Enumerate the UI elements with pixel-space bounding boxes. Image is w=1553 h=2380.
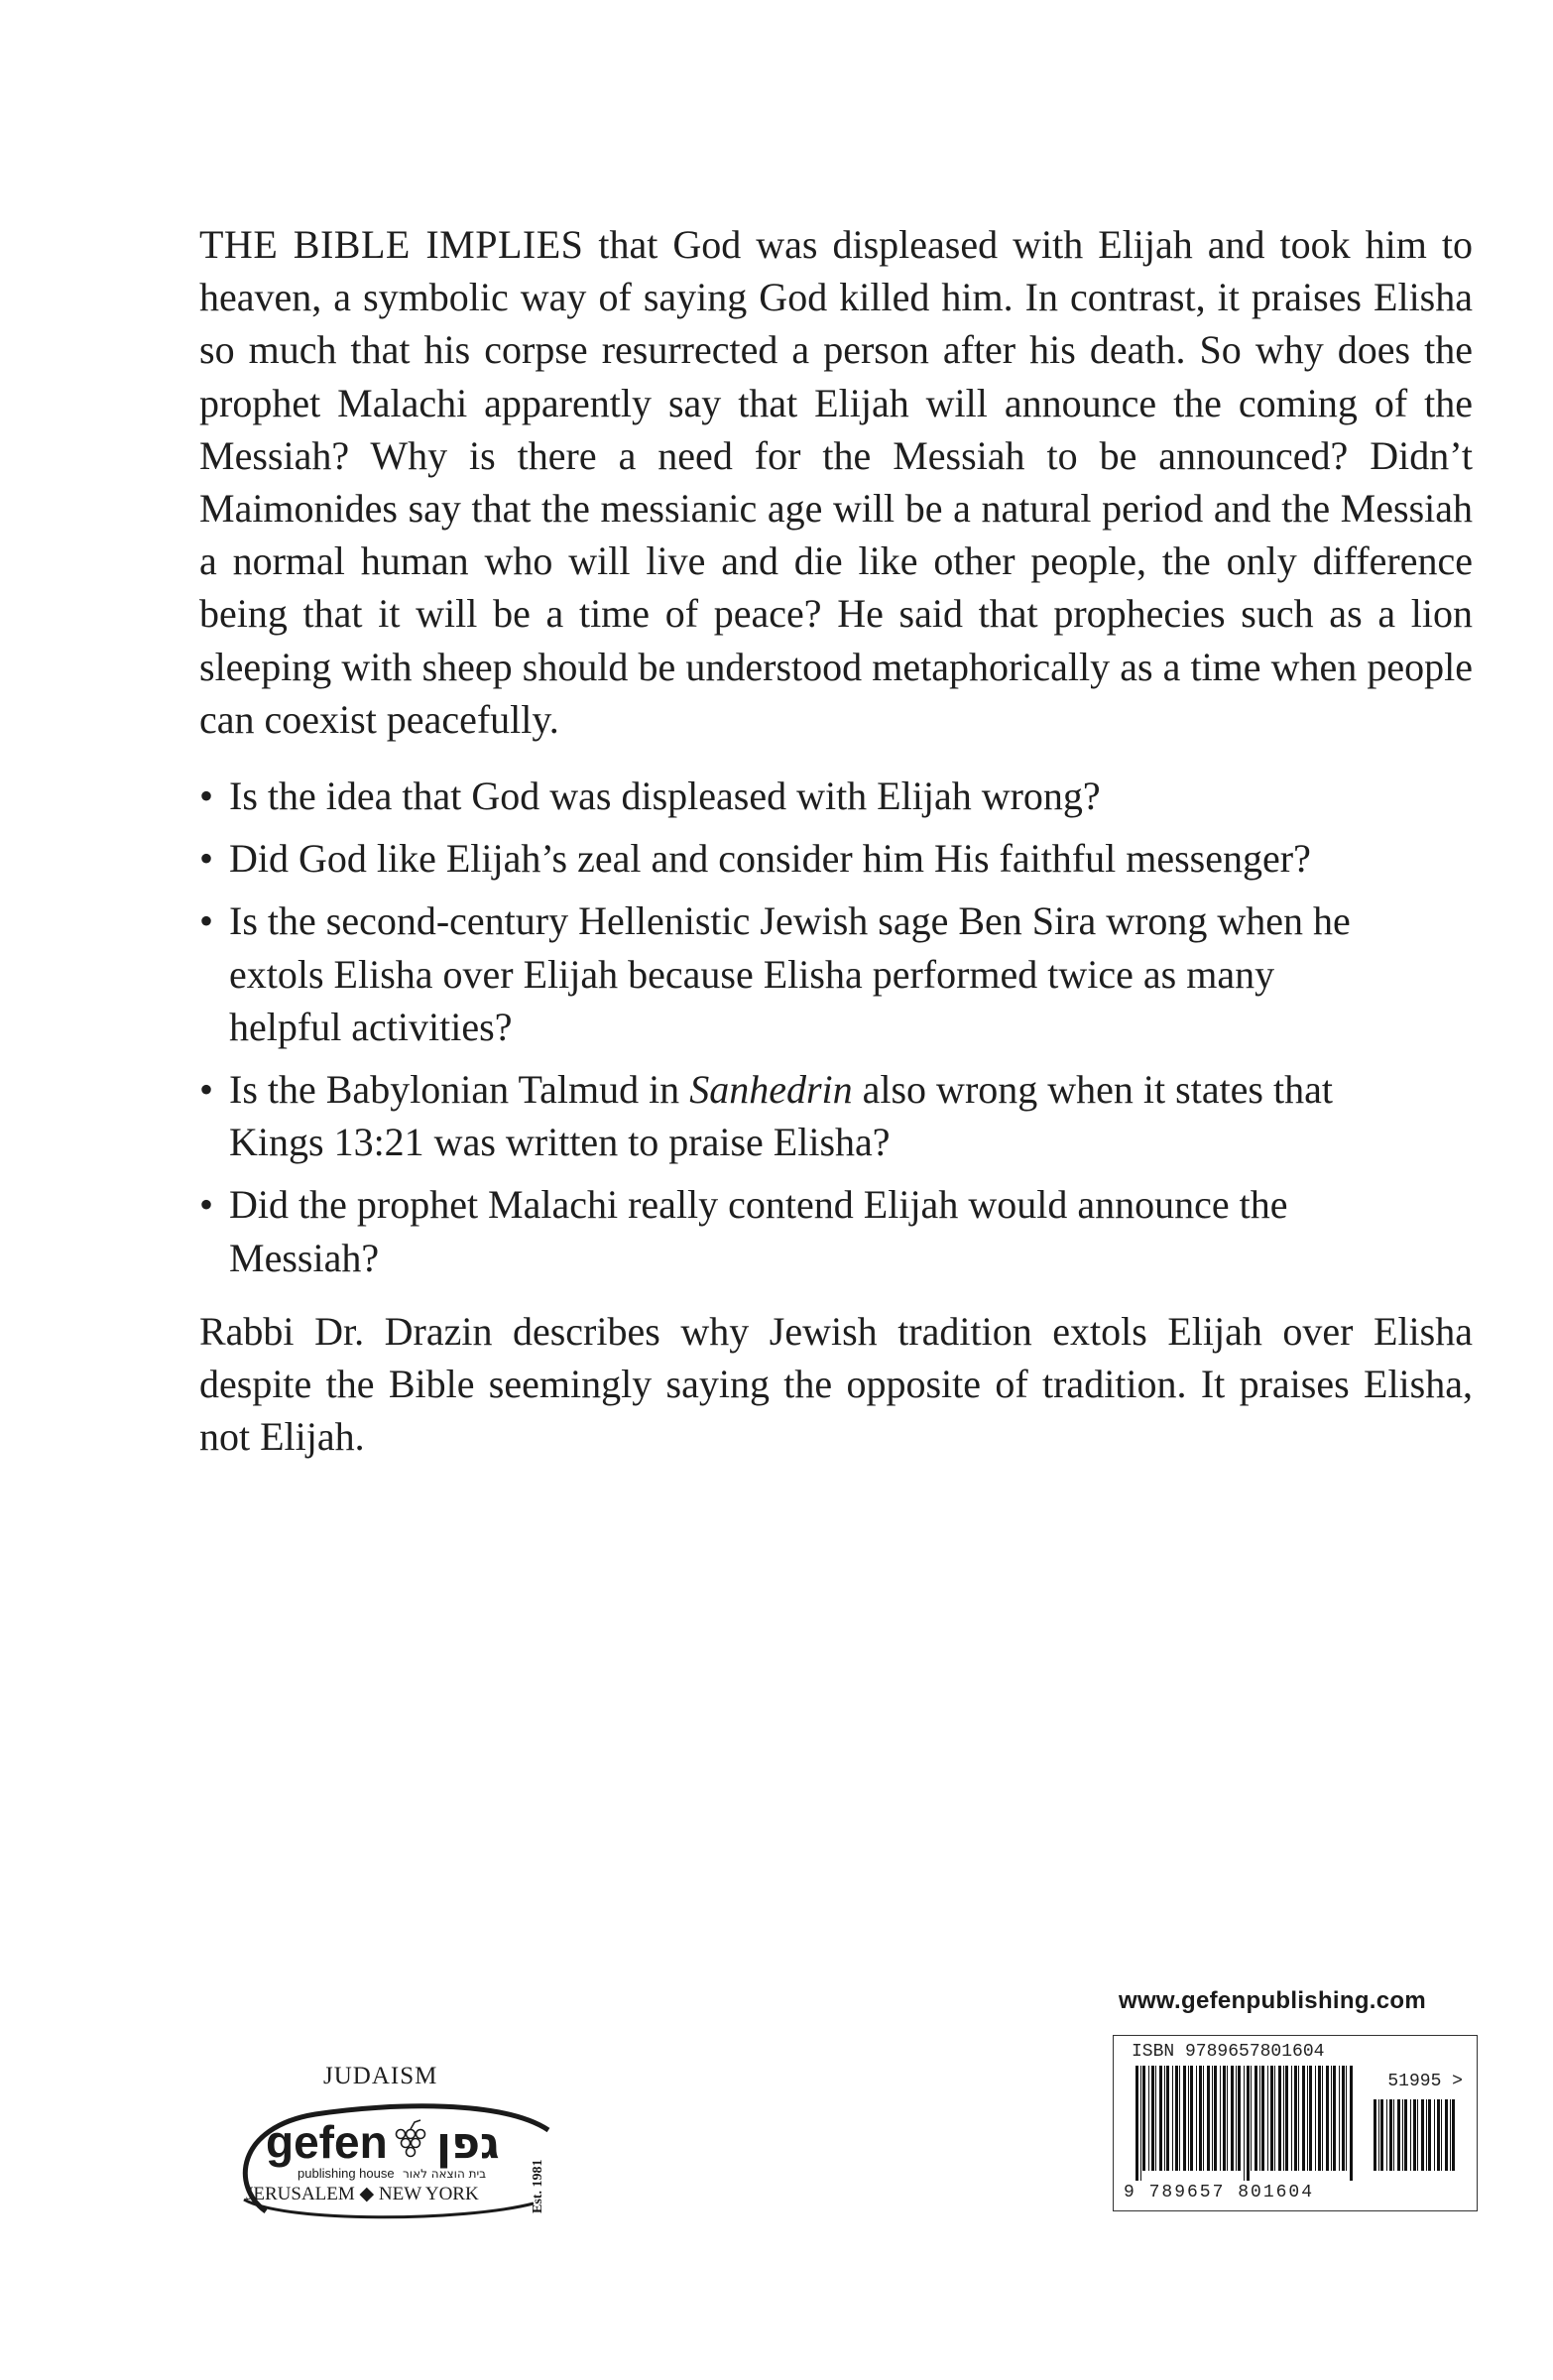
barcode-bar	[1374, 2099, 1376, 2171]
publisher-established: Est. 1981	[531, 2159, 545, 2213]
barcode-bar	[1393, 2099, 1394, 2171]
barcode-bars	[1135, 2066, 1354, 2181]
barcode-bar	[1183, 2066, 1186, 2171]
barcode-bar	[1212, 2066, 1213, 2171]
barcode-bar	[1278, 2066, 1281, 2171]
publisher-website: www.gefenpublishing.com	[1119, 1987, 1427, 2014]
barcode-bar	[1227, 2066, 1228, 2171]
isbn-label: ISBN 9789657801604	[1132, 2042, 1325, 2062]
barcode-bar	[1148, 2066, 1149, 2171]
barcode-bar	[1231, 2066, 1234, 2171]
barcode-bar	[1164, 2066, 1165, 2171]
barcode-bar	[1326, 2066, 1329, 2171]
barcode-bar	[1140, 2066, 1141, 2181]
barcode-bar	[1309, 2066, 1312, 2171]
barcode-bar	[1445, 2099, 1448, 2171]
barcode-bar	[1196, 2066, 1197, 2171]
barcode-bar	[1267, 2066, 1268, 2171]
isbn-digits: 9 789657 801604	[1124, 2183, 1315, 2202]
publisher-cities: JERUSALEM ◆ NEW YORK	[246, 2184, 479, 2204]
barcode-bar	[1386, 2099, 1387, 2171]
barcode-bar	[1450, 2099, 1451, 2171]
barcode-bar	[1441, 2099, 1442, 2171]
barcode-bar	[1404, 2099, 1407, 2171]
barcode-bar	[1291, 2066, 1292, 2171]
bullet: •	[199, 836, 214, 882]
barcode-bar	[1283, 2066, 1284, 2171]
bullet: •	[199, 1182, 214, 1228]
barcode-bar	[1402, 2099, 1403, 2171]
question-item	[199, 1178, 1389, 1283]
barcode-bar	[1244, 2066, 1245, 2181]
question-item	[199, 770, 1389, 822]
barcode-bar	[1339, 2066, 1340, 2171]
barcode-bar	[1285, 2066, 1288, 2171]
question-text-after: also wrong when it states that Kings 13:21 was written to praise Elisha?	[229, 1067, 1333, 1165]
publisher-hebrew-name: גפן	[436, 2118, 500, 2169]
barcode-bar	[1199, 2066, 1202, 2171]
intro-body: that God was displeased with Elijah and took him to heaven, a symbolic way of saying God killed him. In contrast, it praises Elisha so much that his corpse resurrected a person after his death. So why does the prophet Malachi apparently say that Elijah will announce the coming of the Messiah? Why is there a need for the Messiah to be announced? Didn’t Maimonides say that the messianic age will be a natural period and the Messiah a normal human who will live and die like other people, the only difference being that it will be a time of peace? He said that prophecies such as a lion sleeping with sheep should be understood metaphorically as a time when people can coexist peacefully.	[199, 222, 1473, 742]
barcode-bar	[1298, 2066, 1299, 2171]
barcode-bar	[1397, 2099, 1400, 2171]
closing-paragraph: Rabbi Dr. Drazin describes why Jewish tradition extols Elijah over Elisha despite the Bible seemingly saying the opposite of tradition. It praises Elisha, not Elijah.	[199, 1309, 1473, 1460]
barcode-bar	[1155, 2066, 1156, 2171]
question-text: Did God like Elijah’s zeal and consider him His faithful messenger?	[229, 836, 1311, 882]
barcode-bar	[1190, 2066, 1193, 2171]
question-item	[199, 894, 1389, 1053]
barcode-bar	[1350, 2066, 1353, 2181]
barcode-bar	[1135, 2066, 1138, 2181]
barcode-bar	[1346, 2066, 1347, 2171]
barcode-bar	[1413, 2099, 1416, 2171]
barcode-bar	[1223, 2066, 1226, 2171]
barcode-bar	[1207, 2066, 1210, 2171]
barcode-bar	[1294, 2066, 1297, 2171]
intro-paragraph	[199, 218, 1473, 746]
publisher-hebrew-subtitle: בית הוצאה לאור	[403, 2167, 487, 2181]
barcode-bar	[1166, 2066, 1169, 2171]
barcode-bar	[1417, 2099, 1418, 2171]
barcode-bar	[1261, 2066, 1264, 2171]
barcode-bar	[1151, 2066, 1154, 2171]
barcode-bar	[1378, 2099, 1379, 2171]
intro-lead: THE BIBLE IMPLIES	[199, 222, 584, 267]
barcode-bar	[1188, 2066, 1189, 2171]
barcode-bar	[1220, 2066, 1221, 2171]
barcode-bar	[1236, 2066, 1237, 2171]
barcode-bar	[1274, 2066, 1275, 2171]
grape-icon	[397, 2120, 425, 2157]
publisher-name: gefen	[266, 2116, 388, 2168]
bullet: •	[199, 1067, 214, 1113]
question-text: Is the second-century Hellenistic Jewish sage Ben Sira wrong when he extols Elisha over Elijah because Elisha performed twice as many helpful activities?	[229, 898, 1351, 1049]
barcode-bar	[1254, 2066, 1257, 2171]
barcode-bar	[1452, 2099, 1455, 2171]
barcode-bar	[1270, 2066, 1273, 2171]
isbn-barcode	[1113, 2035, 1478, 2211]
barcode-bar	[1331, 2066, 1332, 2171]
barcode-bar	[1342, 2066, 1345, 2171]
barcode-bar	[1428, 2099, 1431, 2171]
book-title: Sanhedrin	[689, 1067, 853, 1113]
question-item	[199, 1063, 1389, 1168]
category-label: JUDAISM	[323, 2063, 438, 2089]
barcode-bar	[1315, 2066, 1316, 2171]
price-code: 51995 >	[1387, 2072, 1463, 2091]
barcode-bar	[1410, 2099, 1411, 2171]
barcode-bar	[1179, 2066, 1180, 2171]
barcode-bar	[1437, 2099, 1440, 2171]
barcode-bar	[1322, 2066, 1323, 2171]
barcode-bar	[1426, 2099, 1427, 2171]
bullet: •	[199, 774, 214, 818]
barcode-bar	[1333, 2066, 1336, 2171]
barcode-bar	[1172, 2066, 1173, 2171]
barcode-bar	[1159, 2066, 1162, 2171]
barcode-bar	[1251, 2066, 1252, 2171]
barcode-addon-bars	[1374, 2099, 1455, 2181]
barcode-bar	[1434, 2099, 1435, 2171]
barcode-bar	[1307, 2066, 1308, 2171]
barcode-bar	[1203, 2066, 1204, 2171]
barcode-bar	[1175, 2066, 1178, 2171]
barcode-bar	[1421, 2099, 1424, 2171]
gefen-logo	[226, 2092, 563, 2226]
barcode-bar	[1238, 2066, 1241, 2171]
question-text-before: Is the Babylonian Talmud in	[229, 1067, 690, 1113]
barcode-bar	[1259, 2066, 1260, 2171]
barcode-bar	[1389, 2099, 1392, 2171]
question-list	[199, 770, 1389, 1294]
barcode-bar	[1142, 2066, 1145, 2171]
barcode-bar	[1318, 2066, 1321, 2171]
bullet: •	[199, 898, 214, 944]
question-text: Is the idea that God was displeased with Elijah wrong?	[229, 774, 1101, 818]
question-text: Did the prophet Malachi really contend Elijah would announce the Messiah?	[229, 1182, 1288, 1280]
question-item	[199, 832, 1389, 885]
barcode-bar	[1380, 2099, 1383, 2171]
barcode-bar	[1302, 2066, 1305, 2171]
barcode-bar	[1214, 2066, 1217, 2171]
barcode-bar	[1247, 2066, 1250, 2181]
publisher-subtitle: publishing house	[298, 2166, 395, 2181]
